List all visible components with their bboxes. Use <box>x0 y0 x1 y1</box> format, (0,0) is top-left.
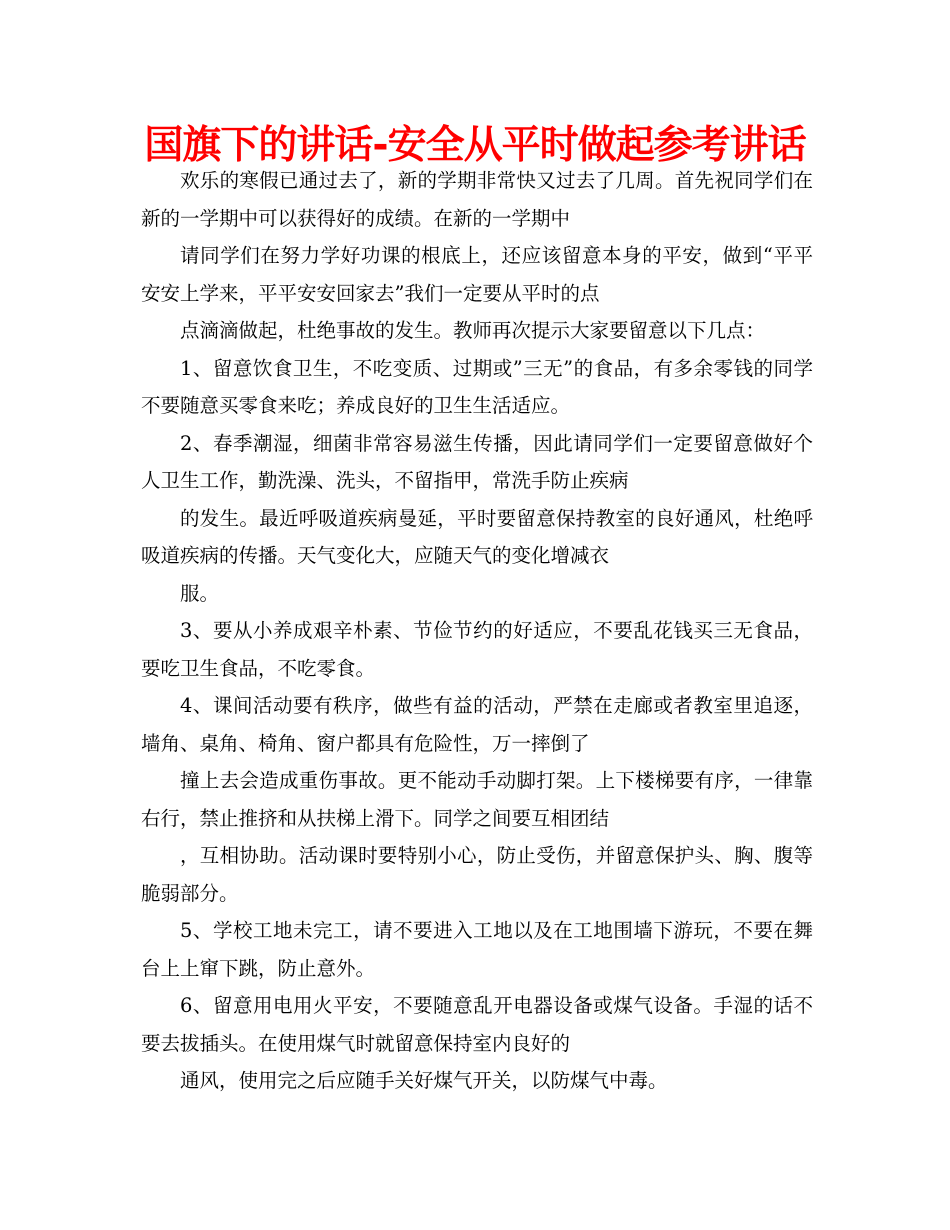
document-title: 国旗下的讲话-安全从平时做起参考讲话 <box>144 123 806 168</box>
paragraph: 3、要从小养成艰辛朴素、节俭节约的好适应，不要乱花钱买三无食品，要吃卫生食品，不吃零食。 <box>141 619 813 680</box>
paragraph: 的发生。最近呼吸道疾病曼延，平时要留意保持教室的良好通风，杜绝呼吸道疾病的传播。天气变化大，应随天气的变化增减衣 <box>141 506 813 567</box>
paragraph: 2、春季潮湿，细菌非常容易滋生传播，因此请同学们一定要留意做好个人卫生工作，勤洗澡、洗头，不留指甲，常洗手防止疾病 <box>141 431 813 492</box>
paragraph: 服。 <box>180 581 220 605</box>
paragraph: 5、学校工地未完工，请不要进入工地以及在工地围墙下游玩，不要在舞台上上窜下跳，防止意外。 <box>141 919 813 980</box>
paragraph: 欢乐的寒假已通过去了，新的学期非常快又过去了几周。首先祝同学们在新的一学期中可以获得好的成绩。在新的一学期中 <box>141 169 813 230</box>
paragraph: 1、留意饮食卫生，不吃变质、过期或”三无”的食品，有多余零钱的同学不要随意买零食来吃；养成良好的卫生生活适应。 <box>141 356 813 417</box>
paragraph: 请同学们在努力学好功课的根底上，还应该留意本身的平安，做到“平平安安上学来，平平安安回家去”我们一定要从平时的点 <box>141 244 813 305</box>
paragraph: 4、课间活动要有秩序，做些有益的活动，严禁在走廊或者教室里追逐，墙角、桌角、椅角、窗户都具有危险性，万一摔倒了 <box>141 694 813 755</box>
paragraph: ，互相协助。活动课时要特别小心，防止受伤，并留意保护头、胸、腹等脆弱部分。 <box>141 844 813 905</box>
paragraph: 撞上去会造成重伤事故。更不能动手动脚打架。上下楼梯要有序，一律靠右行，禁止推挤和从扶梯上滑下。同学之间要互相团结 <box>141 769 813 830</box>
paragraph: 点滴滴做起，杜绝事故的发生。教师再次提示大家要留意以下几点： <box>180 319 766 342</box>
document-body <box>141 162 813 1100</box>
paragraph: 通风，使用完之后应随手关好煤气开关，以防煤气中毒。 <box>180 1069 668 1092</box>
paragraph: 6、留意用电用火平安，不要随意乱开电器设备或煤气设备。手湿的话不要去拔插头。在使用煤气时就留意保持室内良好的 <box>141 994 813 1055</box>
